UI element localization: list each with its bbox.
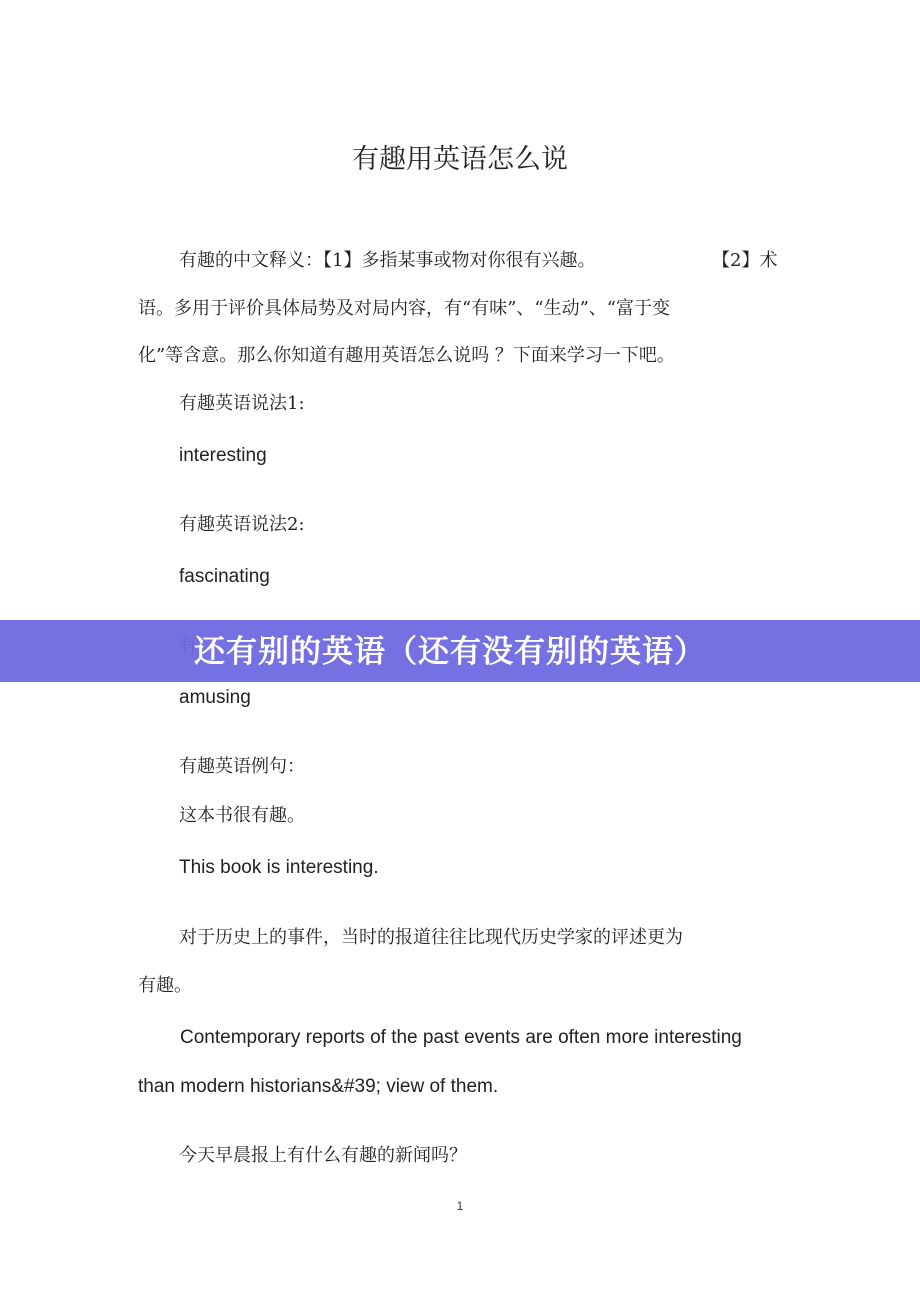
definition-line-1-right: 【2】术 xyxy=(712,250,778,271)
document-title: 有趣用英语怎么说 xyxy=(352,144,568,175)
example-2-english-line-2: than modern historians&#39; view of them. xyxy=(138,1076,499,1097)
definition-line-2: 语。多用于评价具体局势及对局内容，有“有味”、“生动”、“富于变 xyxy=(138,298,671,319)
example-1-chinese: 这本书很有趣。 xyxy=(179,805,305,826)
example-3-chinese: 今天早晨报上有什么有趣的新闻吗？ xyxy=(179,1145,467,1166)
method-1-label: 有趣英语说法1: xyxy=(179,393,305,414)
definition-line-1: 有趣的中文释义：【1】多指某事或物对你很有兴趣。 xyxy=(179,250,596,271)
example-2-chinese-line-2: 有趣。 xyxy=(138,975,192,996)
example-1-english: This book is interesting. xyxy=(179,857,379,878)
definition-line-3: 化”等含意。那么你知道有趣用英语怎么说吗 ？下面来学习一下吧。 xyxy=(138,345,675,366)
example-2-english-line-1: Contemporary reports of the past events are often more interesting xyxy=(180,1027,742,1048)
example-2-chinese-line-1: 对于历史上的事件，当时的报道往往比现代历史学家的评述更为 xyxy=(179,927,683,948)
method-3-word: amusing xyxy=(179,687,251,708)
method-1-word: interesting xyxy=(179,445,267,466)
examples-label: 有趣英语例句： xyxy=(179,756,305,777)
overlay-banner-text: 还有别的英语（还有没有别的英语） xyxy=(194,634,706,670)
method-2-word: fascinating xyxy=(179,566,270,587)
method-2-label: 有趣英语说法2: xyxy=(179,514,305,535)
page-number: 1 xyxy=(456,1199,464,1213)
